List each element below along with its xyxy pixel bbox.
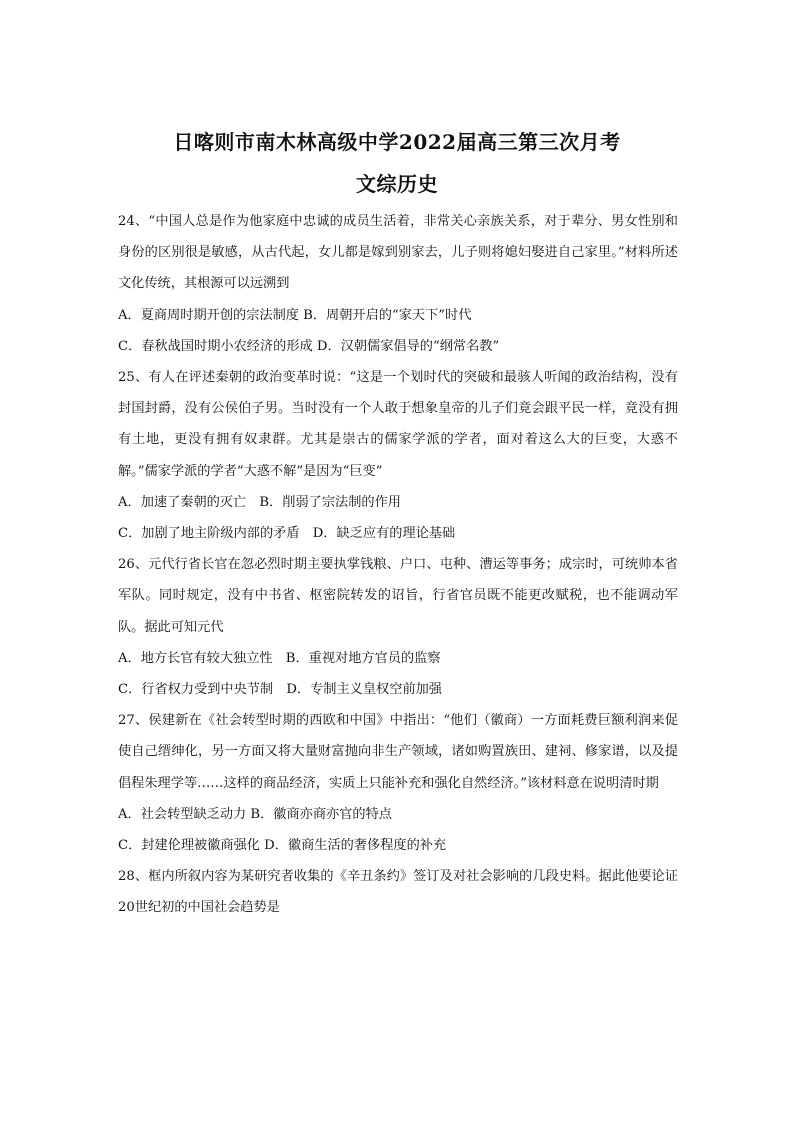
question-option: C．加剧了地主阶级内部的矛盾 D．缺乏应有的理论基础 xyxy=(118,526,456,542)
question-stem: 27、侯建新在《社会转型时期的西欧和中国》中指出：“他们（徽商）一方面耗费巨额利润来促使自己缙绅化，另一方面又将大量财富抛向非生产领域，诸如购置族田、建祠、修家谱，以及提倡程朱理学等……这样的商品经济，实质上只能补充和强化自然经济。”该材料意在说明清时期 xyxy=(118,713,678,791)
question-28 xyxy=(118,861,678,923)
question-option: C．封建伦理被徽商强化 D．徽商生活的奢侈程度的补充 xyxy=(118,838,447,854)
question-option: A．加速了秦朝的灭亡 B．削弱了宗法制的作用 xyxy=(118,494,401,510)
question-stem: 24、“中国人总是作为他家庭中忠诚的成员生活着，非常关心亲族关系，对于辈分、男女性别和身份的区别很是敏感，从古代起，女儿都是嫁到别家去，儿子则将媳妇娶进自己家里。”材料所述文化传统，其根源可以远溯到 xyxy=(118,214,678,292)
question-27 xyxy=(118,705,678,861)
question-option: A．夏商周时期开创的宗法制度 B．周朝开启的“家天下”时代 xyxy=(118,307,472,323)
question-option: C．行省权力受到中央节制 D．专制主义皇权空前加强 xyxy=(118,682,442,698)
question-stem: 28、框内所叙内容为某研究者收集的《辛丑条约》签订及对社会影响的几段史料。据此他要论证20世纪初的中国社会趋势是 xyxy=(118,869,678,916)
question-option: A．地方长官有较大独立性 B．重视对地方官员的监察 xyxy=(118,650,441,666)
exam-subtitle: 文综历史 xyxy=(356,172,438,196)
question-option: C．春秋战国时期小农经济的形成 D．汉朝儒家倡导的“纲常名教” xyxy=(118,338,500,354)
question-stem: 25、有人在评述秦朝的政治变革时说：“这是一个划时代的突破和最骇人听闻的政治结构，没有封国封爵，没有公侯伯子男。当时没有一个人敢于想象皇帝的儿子们竟会跟平民一样，竟没有拥有土地，更没有拥有奴隶群。尤其是崇古的儒家学派的学者，面对着这么大的巨变，大惑不解。”儒家学派的学者“大惑不解”是因为“巨变” xyxy=(118,370,678,479)
question-26 xyxy=(118,549,678,705)
question-option: A．社会转型缺乏动力 B．徽商亦商亦官的特点 xyxy=(118,806,392,822)
exam-title: 日喀则市南木林高级中学2022届高三第三次月考 xyxy=(173,130,621,154)
question-25 xyxy=(118,362,678,549)
question-24 xyxy=(118,206,678,362)
question-stem: 26、元代行省长官在忽必烈时期主要执掌钱粮、户口、屯种、漕运等事务；成宗时，可统帅本省军队。同时规定，没有中书省、枢密院转发的诏旨，行省官员既不能更改赋税，也不能调动军队。据此可知元代 xyxy=(118,557,678,635)
question-list xyxy=(118,206,678,924)
